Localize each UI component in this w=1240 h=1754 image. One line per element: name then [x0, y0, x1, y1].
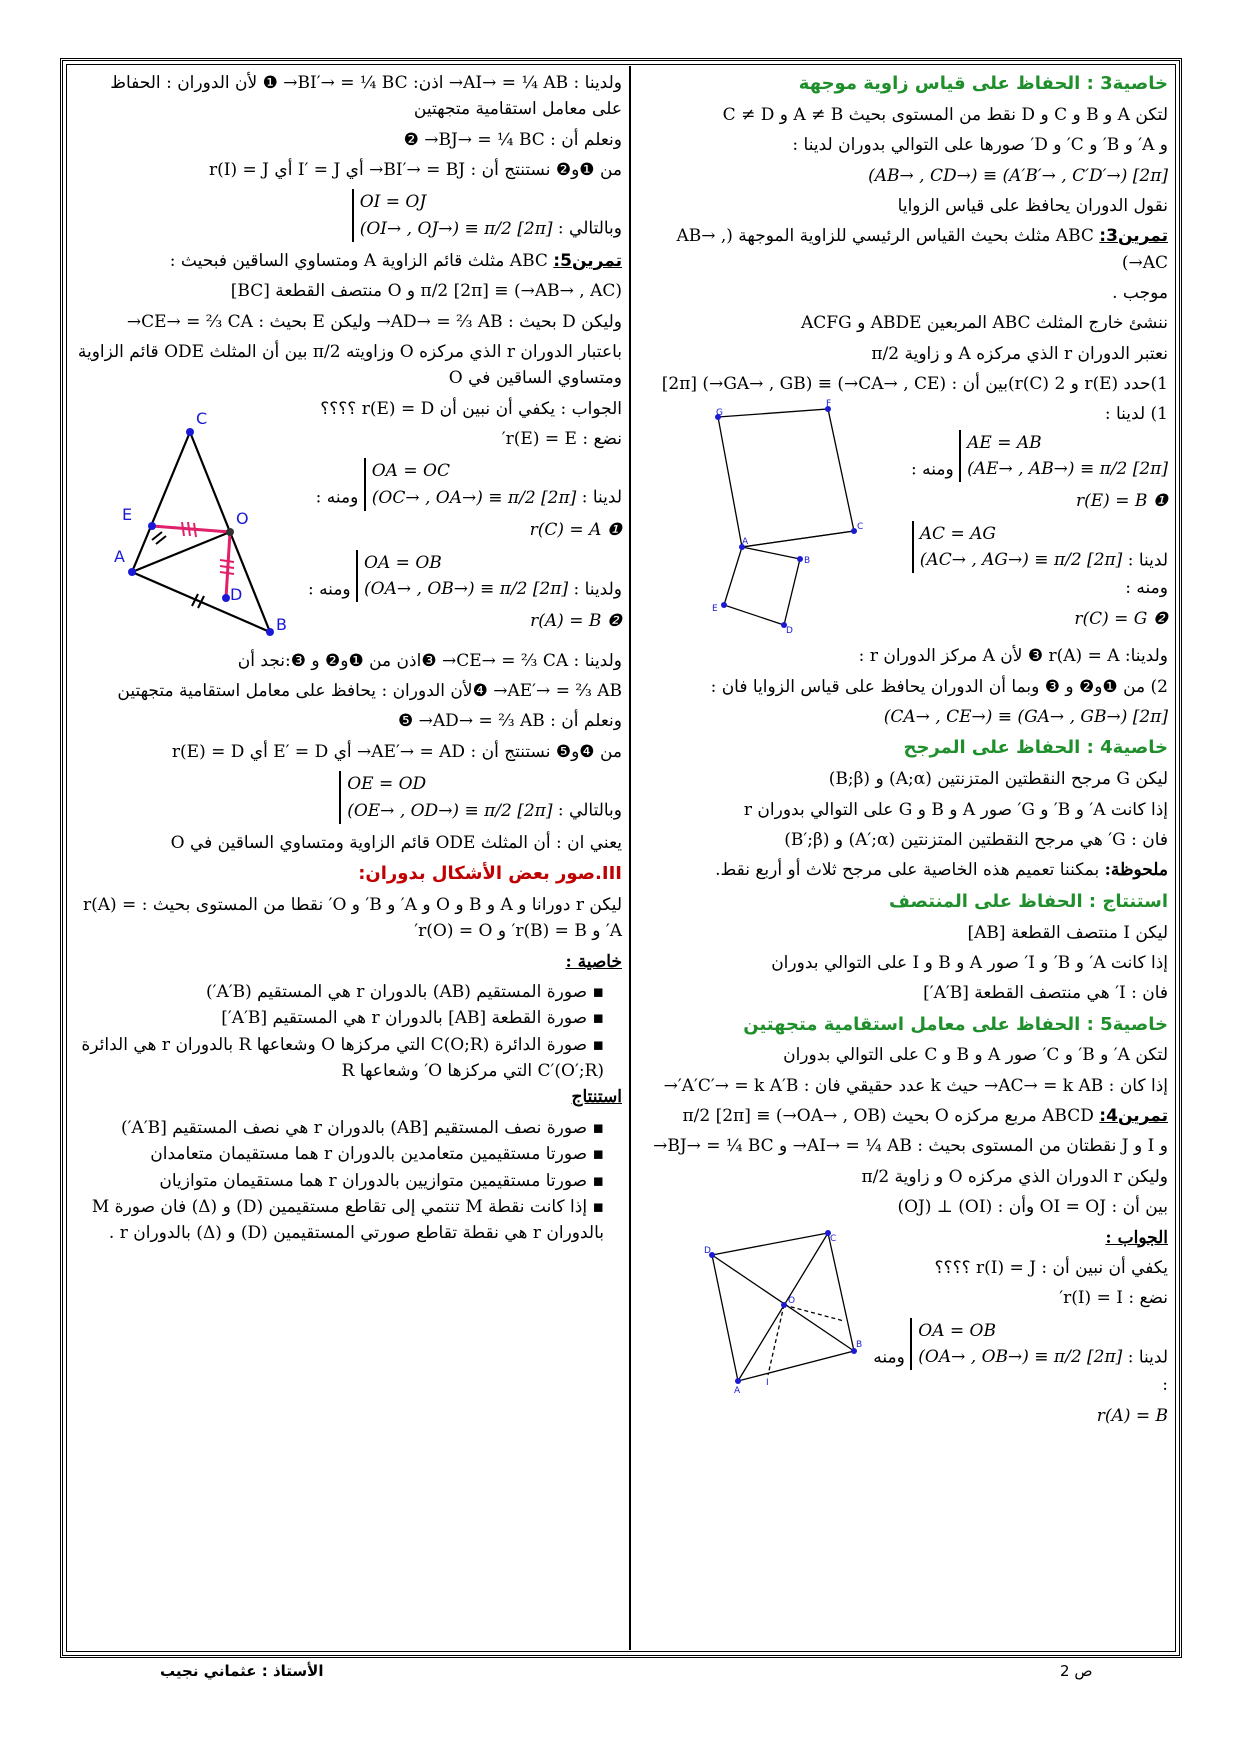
fig1-label-f: F — [826, 399, 832, 410]
figure-triangle-abc — [92, 402, 292, 642]
answer4-line2: نضع : r(I) = I′ — [1059, 1288, 1168, 1309]
exercise4-line2: و I و J نقطتان من المستوى بحيث : AI→ = ¼ AB→ و BJ→ = ¼ BC→ — [653, 1136, 1168, 1157]
answer5-line1: الجواب : يكفي أن نبين أن r(E) = D ؟؟؟؟ — [320, 398, 622, 419]
conclusion-line2: إذا كانت A′ و B′ و I′ صور A و B و I على التوالي بدوران — [771, 952, 1168, 973]
exercise4-line1: ABCD مربع مركزه O بحيث (OA→ , OB→) ≡ π/2 [2π] — [682, 1106, 1094, 1127]
exercise3-line2: موجب . — [1112, 282, 1168, 303]
conclusion-item-ray: ▪ صورة نصف المستقيم [AB) بالدوران r هي نصف المستقيم [A′B′) — [76, 1115, 604, 1141]
fig2-label-a: A — [114, 546, 125, 566]
left-line6: AE′→ = ⅔ AB→ ❹لأن الدوران : يحافظ على معامل استقامية متجهتين — [117, 681, 622, 702]
ex3-then1: ومنه : — [911, 459, 954, 480]
fig1-label-g: G — [716, 408, 723, 419]
fig3-label-i: I — [766, 1377, 769, 1388]
property3-line2: و A′ و B′ و C′ و D′ صورها على التوالي بدوران لدينا : — [792, 135, 1168, 156]
left-line2: ونعلم أن : BJ→ = ¼ BC→ ❷ — [403, 129, 622, 150]
left-line8: من ❹و❺ نستنتج أن : AE′→ = AD→ أي E′ = D أي r(E) = D — [171, 741, 622, 762]
left-line7: ونعلم أن : AD→ = ⅔ AB→ ❺ — [398, 711, 622, 732]
fig3-label-a: A — [734, 1385, 741, 1396]
exercise5-line4: باعتبار الدوران r الذي مركزه O وزاويته π/2 بين أن المثلث ODE قائم الزاوية ومتساوي الساقين في O — [77, 342, 622, 389]
fig3-label-o: O — [788, 1295, 796, 1306]
left-line1: ولدينا : AI→ = ¼ AB→ اذن: BI′→ = ¼ BC→ ❶ لأن الدوران : الحفاظ على معامل استقامية متجهتين — [110, 73, 622, 120]
ex3-result2: r(C) = G ❷ — [1074, 608, 1168, 629]
section3-line1: ليكن r دورانا و A و B و O و A′ و B′ و O′ نقطا من المستوى بحيث : r(A) = A′ و r(B) = B′ و r(O) = O′ — [82, 895, 622, 942]
left-line4: وبالتالي : — [557, 218, 622, 239]
fig2-label-b: B — [276, 614, 287, 634]
left-then2: ومنه : — [307, 578, 351, 599]
footer-teacher: الأستاذ : عثماني نجيب — [160, 1662, 324, 1680]
ex3-sys2-b: (AC→ , AG→) ≡ π/2 [2π] — [919, 550, 1123, 571]
left-sys1-b: (OI→ , OJ→) ≡ π/2 [2π] — [359, 218, 553, 239]
left-sys1-a: OI = OJ — [359, 192, 427, 213]
fig1-label-b: B — [804, 556, 811, 567]
property4-line1: ليكن G مرجح النقطتين المتزنتين (A;α) و (B;β) — [828, 769, 1168, 790]
left-line5: ولدينا : CE→ = ⅔ CA→ ❸اذن من ❶و❷ و ❸:نجد أن — [237, 650, 622, 671]
exercise3-result3: ولدينا: r(A) = A ❸ لأن A مركز الدوران r : — [858, 646, 1168, 667]
answer5-line2: نضع : r(E) = E′ — [501, 429, 622, 450]
left-line10: يعني ان : أن المثلث ODE قائم الزاوية ومتساوي الساقين في O — [170, 832, 622, 853]
answer4-label: الجواب : — [1105, 1227, 1168, 1248]
property4-line2: إذا كانت A′ و B′ و G′ صور A و B و G على التوالي بدوران r — [743, 799, 1168, 820]
conclusion-label: استنتاج — [571, 1087, 622, 1108]
conclusion-item-parallel: ▪ صورتا مستقيمين متوازيين بالدوران r هما مستقيمان متوازيان — [76, 1168, 604, 1194]
fig1-label-e: E — [712, 604, 718, 615]
right-column — [640, 70, 1168, 1433]
exercise5-line1: ABC مثلث قائم الزاوية A ومتساوي الساقين فبحيث : — [169, 251, 548, 272]
section3-title: III.صور بعض الأشكال بدوران: — [358, 863, 622, 885]
property4-line3: فان : G′ هي مرجح النقطتين المتزنتين (A′;α) و (B′;β) — [784, 829, 1168, 850]
left-sys3-a: OA = OB — [364, 552, 442, 573]
left-then1: ومنه : — [315, 487, 359, 508]
exercise4-line3: وليكن r الدوران الذي مركزه O و زاوية π/2 — [861, 1166, 1168, 1187]
column-divider — [629, 66, 631, 1650]
ans4-sys-a: OA = OB — [918, 1320, 996, 1341]
left-sys2-a: OA = OC — [371, 461, 450, 482]
property5-line2: إذا كان : AC→ = k AB→ حيث k عدد حقيقي فان : A′C′→ = k A′B′→ — [663, 1075, 1168, 1096]
exercise3-question: 1)حدد r(E) و r(C) 2)بين أن : (CA→ , CE→) ≡ (GA→ , GB→) [2π] — [661, 373, 1168, 394]
fig1-label-c: C — [857, 522, 864, 533]
fig3-label-c: C — [830, 1233, 837, 1244]
left-sys3-b: (OA→ , OB→) ≡ π/2 [2π] — [364, 578, 569, 599]
conclusion-midpoint-title: استنتاج : الحفاظ على المنتصف — [889, 890, 1168, 912]
ex3-sys1-b: (AE→ , AB→) ≡ π/2 [2π] — [967, 459, 1168, 480]
figure-two-squares — [708, 399, 908, 637]
left-line9: وبالتالي : — [557, 800, 622, 821]
property3-equation: (AB→ , CD→) ≡ (A′B′→ , C′D′→) [2π] — [868, 165, 1168, 186]
fig2-label-c: C — [196, 408, 208, 428]
conclusion-item-perpendicular: ▪ صورتا مستقيمين متعامدين بالدوران r هما مستقيمان متعامدان — [76, 1141, 604, 1167]
left-line3: من ❶و❷ نستنتج أن : BI′→ = BJ→ أي I′ = J أي r(I) = J — [209, 160, 622, 181]
left-column — [76, 70, 622, 1247]
fig1-label-a: A — [742, 537, 749, 548]
fig2-label-d: D — [230, 584, 243, 604]
conclusion-line1: ليكن I منتصف القطعة [AB] — [967, 922, 1168, 943]
left-sys2-b: (OC→ , OA→) ≡ π/2 [2π] — [371, 487, 577, 508]
left-sys4-b: (OE→ , OD→) ≡ π/2 [2π] — [347, 800, 553, 821]
fig3-label-d: D — [704, 1245, 711, 1256]
property5-title: خاصية5 : الحفاظ على معامل استقامية متجهتين — [743, 1013, 1168, 1035]
conclusion-list — [76, 1115, 622, 1247]
footer-page-number: ص 2 — [1060, 1662, 1093, 1680]
property-label: خاصية : — [565, 951, 622, 972]
fig2-label-e: E — [122, 504, 133, 524]
exercise5-label: تمرين5: — [553, 251, 622, 272]
ex3-result1: r(E) = B ❶ — [1076, 491, 1168, 512]
exercise3-line3: ننشئ خارج المثلث ABC المربعين ABDE و ACFG — [801, 313, 1168, 334]
exercise5-line2: (AB→ , AC→) ≡ π/2 [2π] و O منتصف القطعة [BC] — [230, 281, 622, 302]
fig3-label-b: B — [856, 1339, 863, 1350]
property-item-line: ▪ صورة المستقيم (AB) بالدوران r هي المستقيم (A′B′) — [76, 979, 604, 1005]
exercise5-line3: وليكن D بحيث : AD→ = ⅔ AB→ وليكن E بحيث : CE→ = ⅔ CA→ — [126, 311, 622, 332]
property5-line1: لتكن A′ و B′ و C′ صور A و B و C على التوالي بدوران — [783, 1045, 1168, 1066]
conclusion-line3: فان : I′ هي منتصف القطعة [A′B′] — [923, 983, 1168, 1004]
ans4-sys-b: (OA→ , OB→) ≡ π/2 [2π] — [918, 1346, 1123, 1367]
ex3-sys2-a: AC = AG — [919, 523, 996, 544]
answer4-line4: r(A) = B — [1096, 1405, 1168, 1426]
property3-line3: نقول الدوران يحافظ على قياس الزوايا — [897, 195, 1168, 216]
exercise4-label: تمرين4: — [1099, 1106, 1168, 1127]
answer5-line3: لدينا : — [581, 487, 622, 508]
property-item-segment: ▪ صورة القطعة [AB] بالدوران r هي المستقيم [A′B′] — [76, 1005, 604, 1031]
left-sys4-a: OE = OD — [347, 774, 427, 795]
exercise3-label: تمرين3: — [1099, 226, 1168, 247]
answer4-line1: يكفي أن نبين أن : r(I) = J ؟؟؟؟ — [934, 1257, 1168, 1278]
conclusion-item-intersection: ▪ إذا كانت نقطة M تنتمي إلى تقاطع مستقيمين (D) و (Δ) فان صورة M بالدوران r هي نقطة تقاطع صورتي المستقيمين (D) و (Δ) بالدوران r . — [76, 1194, 604, 1247]
note-label: ملحوظة: — [1104, 860, 1168, 881]
ex3-then2: ومنه : — [1125, 578, 1168, 599]
ex3-sys1-a: AE = AB — [967, 432, 1042, 453]
exercise3-answer1: 1) لدينا : — [1104, 404, 1168, 425]
exercise3-line4: نعتبر الدوران r الذي مركزه A و زاوية π/2 — [871, 343, 1168, 364]
left-result2: r(A) = B ❷ — [530, 611, 622, 632]
property3-line1: لتكن A و B و C و D نقط من المستوى بحيث A ≠ B و C ≠ D — [722, 104, 1168, 125]
ans4-then: ومنه : — [873, 1346, 1168, 1396]
exercise3-answer3: 2) من ❶و❷ و ❸ وبما أن الدوران يحافظ على قياس الزوايا فان : — [710, 676, 1168, 697]
exercise3-final-eq: (CA→ , CE→) ≡ (GA→ , GB→) [2π] — [883, 707, 1168, 728]
note-text: بمكننا تعميم هذه الخاصية على مرجح ثلاث أو أربع نقط. — [715, 860, 1100, 881]
fig2-label-o: O — [236, 508, 249, 528]
fig1-label-d: D — [786, 626, 793, 637]
exercise3-line1: ABC مثلث بحيث القياس الرئيسي للزاوية الموجهة (AB→ , AC→) — [676, 226, 1168, 273]
answer5-line4: ولدينا : — [573, 578, 622, 599]
property4-title: خاصية4 : الحفاظ على المرجح — [903, 737, 1168, 759]
exercise3-answer2: لدينا : — [1127, 550, 1168, 571]
answer4-line3: لدينا : — [1127, 1346, 1168, 1367]
left-result1: r(C) = A ❶ — [529, 520, 622, 541]
property3-title: خاصية3 : الحفاظ على قياس زاوية موجهة — [798, 73, 1168, 94]
figure-square-abcd — [698, 1231, 868, 1401]
exercise4-line4: بين أن : OI = OJ وأن : (OI) ⊥ (OJ) — [897, 1197, 1168, 1218]
property-item-circle: ▪ صورة الدائرة C(O;R) التي مركزها O وشعاعها R بالدوران r هي الدائرة C′(O′;R) التي مركزها O′ وشعاعها R — [76, 1032, 604, 1085]
property-list — [76, 979, 622, 1084]
